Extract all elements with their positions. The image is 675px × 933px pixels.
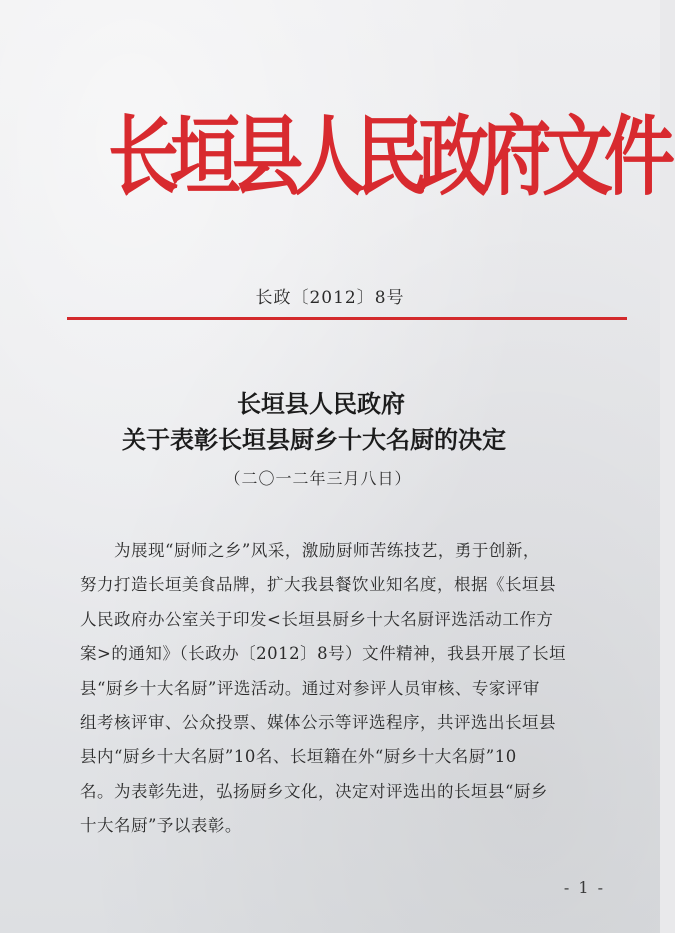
header-char: 政 [418,104,490,207]
document-title [0,389,660,457]
body-line: 人民政府办公室关于印发<长垣县厨乡十大名厨评选活动工作方 [80,609,554,629]
body-line: 案>的通知》（长政办〔2012〕8号）文件精神，我县开展了长垣 [80,644,567,664]
header-char: 民 [356,104,428,207]
title-line-2: 关于表彰长垣县厨乡十大名厨的决定 [122,425,506,454]
page-number: - 1 - [563,878,605,897]
header-char: 府 [480,104,552,207]
body-line: 努力打造长垣美食品牌，扩大我县餐饮业知名度，根据《长垣县 [80,575,556,595]
header-char: 县 [232,104,304,207]
header-char: 件 [604,104,675,207]
red-divider-line [67,317,627,320]
body-line: 为展现“厨师之乡”风采，激励厨师苦练技艺，勇于创新， [114,541,540,560]
body-line: 县内“厨乡十大名厨”10名、长垣籍在外“厨乡十大名厨”10 [80,747,517,767]
body-line: 组考核评审、公众投票、媒体公示等评选程序，共评选出长垣县 [80,713,556,733]
title-line-1: 长垣县人民政府 [237,389,405,418]
document-date: （二〇一二年三月八日） [224,469,412,488]
header-char: 垣 [170,104,242,207]
body-line: 名。为表彰先进，弘扬厨乡文化，决定对评选出的长垣县“厨乡 [80,781,548,801]
document-number: 长政〔2012〕8号 [255,288,405,308]
header-char: 长 [108,104,180,207]
document-header-title [108,83,675,229]
header-char: 人 [294,104,366,207]
header-char: 文 [542,104,614,207]
body-line: 十大名厨”予以表彰。 [80,816,242,836]
body-line: 县“厨乡十大名厨”评选活动。通过对参评人员审核、专家评审 [80,678,540,698]
body-paragraph [80,534,620,844]
